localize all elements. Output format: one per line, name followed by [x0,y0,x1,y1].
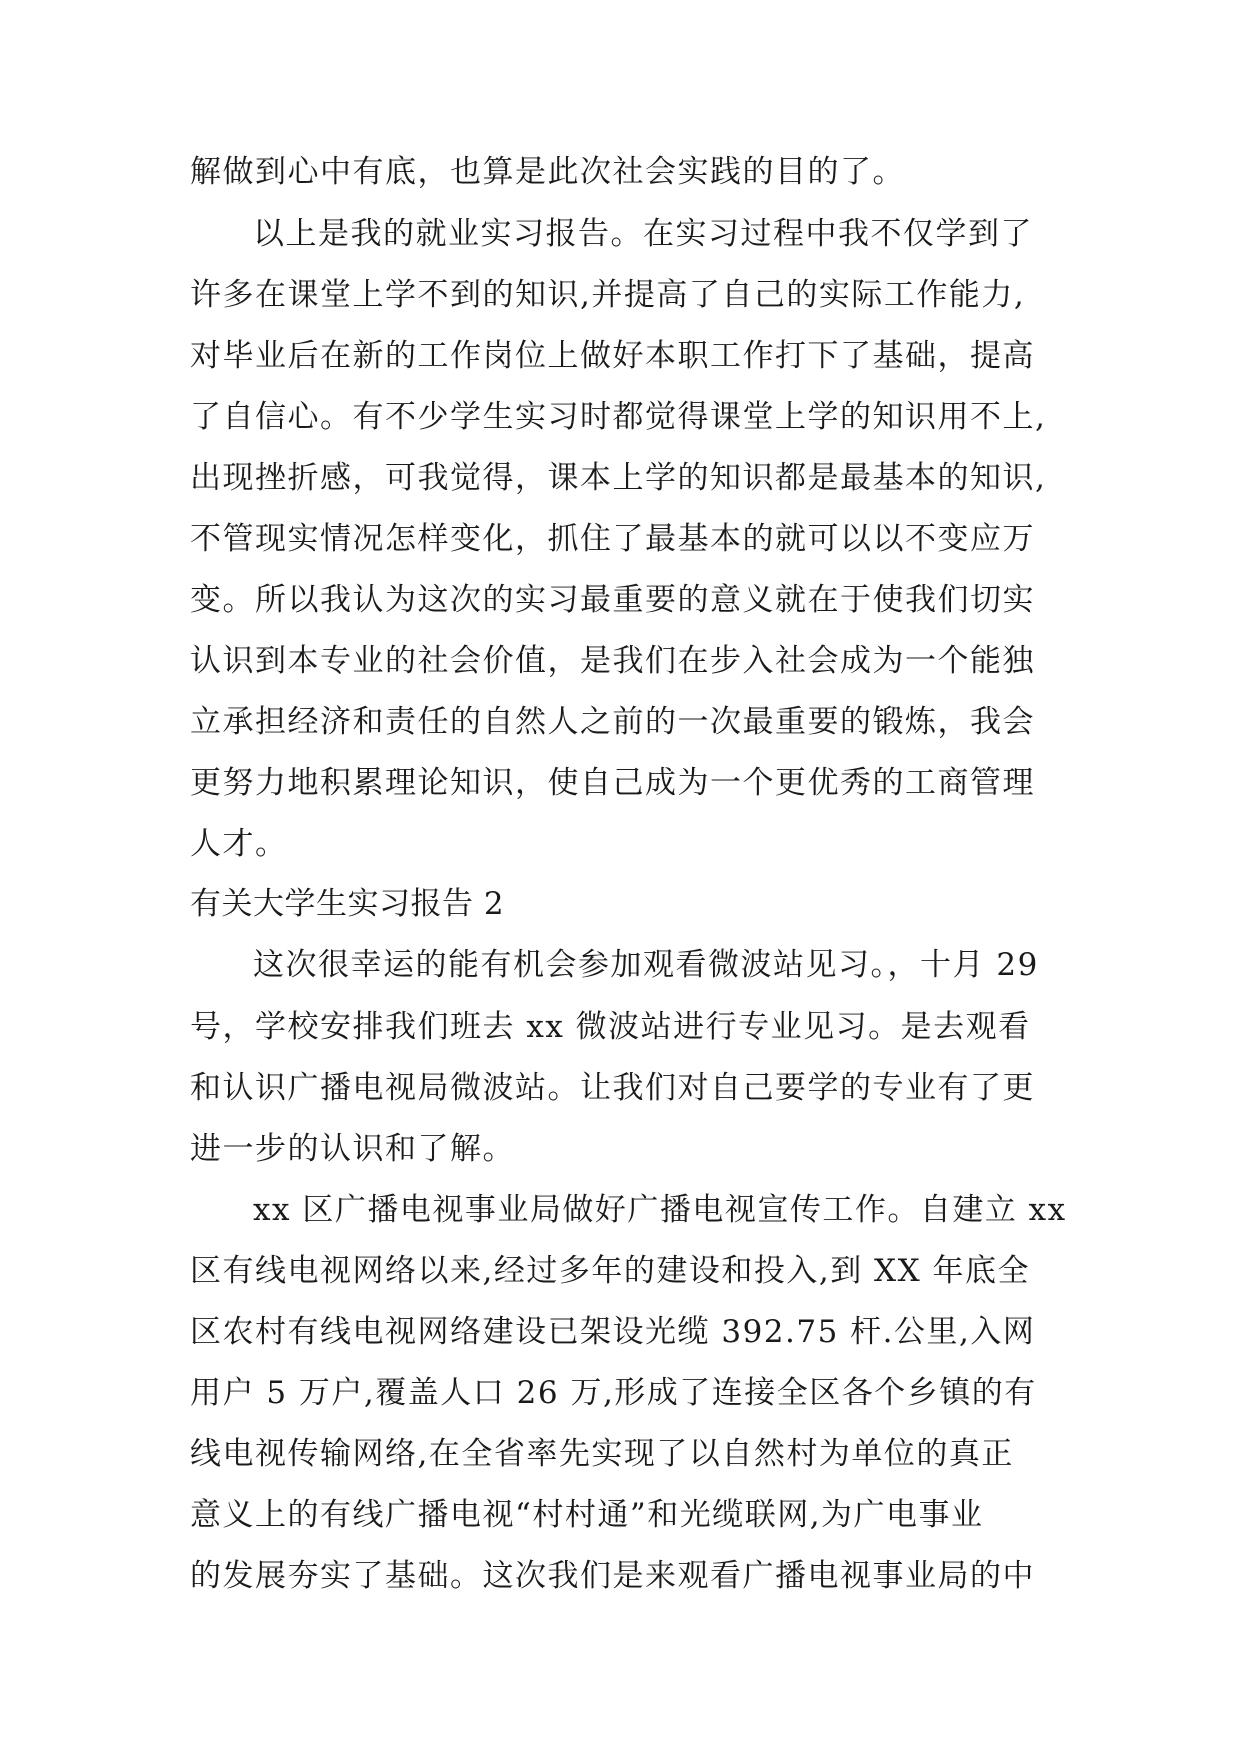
text-line: 线电视传输网络,在全省率先实现了以自然村为单位的真正 [190,1436,1014,1472]
text-line: 用户 5 万户,覆盖人口 26 万,形成了连接全区各个乡镇的有 [190,1375,1037,1411]
text-line: 出现挫折感，可我觉得，课本上学的知识都是最基本的知识, [190,460,1047,496]
text-line: 了自信心。有不少学生实习时都觉得课堂上学的知识用不上, [190,399,1047,435]
text-line: 人才。 [190,826,288,862]
text-line: 和认识广播电视局微波站。让我们对自己要学的专业有了更 [190,1070,1035,1106]
text-line: 变。所以我认为这次的实习最重要的意义就在于使我们切实 [190,582,1035,618]
text-line: 对毕业后在新的工作岗位上做好本职工作打下了基础，提高 [190,338,1035,374]
text-line: 认识到本专业的社会价值，是我们在步入社会成为一个能独 [190,643,1035,679]
paragraph-start-line: 这次很幸运的能有机会参加观看微波站见习。，十月 29 [253,947,1039,983]
paragraph-start-line: xx 区广播电视事业局做好广播电视宣传工作。自建立 xx [253,1192,1067,1228]
text-line: 解做到心中有底，也算是此次社会实践的目的了。 [190,154,905,190]
text-line: 的发展夯实了基础。这次我们是来观看广播电视事业局的中 [190,1558,1035,1594]
paragraph-start-line: 以上是我的就业实习报告。在实习过程中我不仅学到了 [253,216,1033,252]
text-line: 号，学校安排我们班去 xx 微波站进行专业见习。是去观看 [190,1009,1031,1045]
text-line: 区有线电视网络以来,经过多年的建设和投入,到 XX 年底全 [190,1253,1031,1289]
text-line: 进一步的认识和了解。 [190,1131,515,1167]
section-heading: 有关大学生实习报告 2 [190,886,505,922]
text-line: 意义上的有线广播电视“村村通”和光缆联网,为广电事业 [190,1497,984,1533]
text-line: 立承担经济和责任的自然人之前的一次最重要的锻炼，我会 [190,704,1035,740]
text-line: 更努力地积累理论知识，使自己成为一个更优秀的工商管理 [190,765,1035,801]
text-line: 许多在课堂上学不到的知识,并提高了自己的实际工作能力, [190,277,1026,313]
text-line: 不管现实情况怎样变化，抓住了最基本的就可以以不变应万 [190,521,1035,557]
text-line: 区农村有线电视网络建设已架设光缆 392.75 杆.公里,入网 [190,1314,1036,1350]
